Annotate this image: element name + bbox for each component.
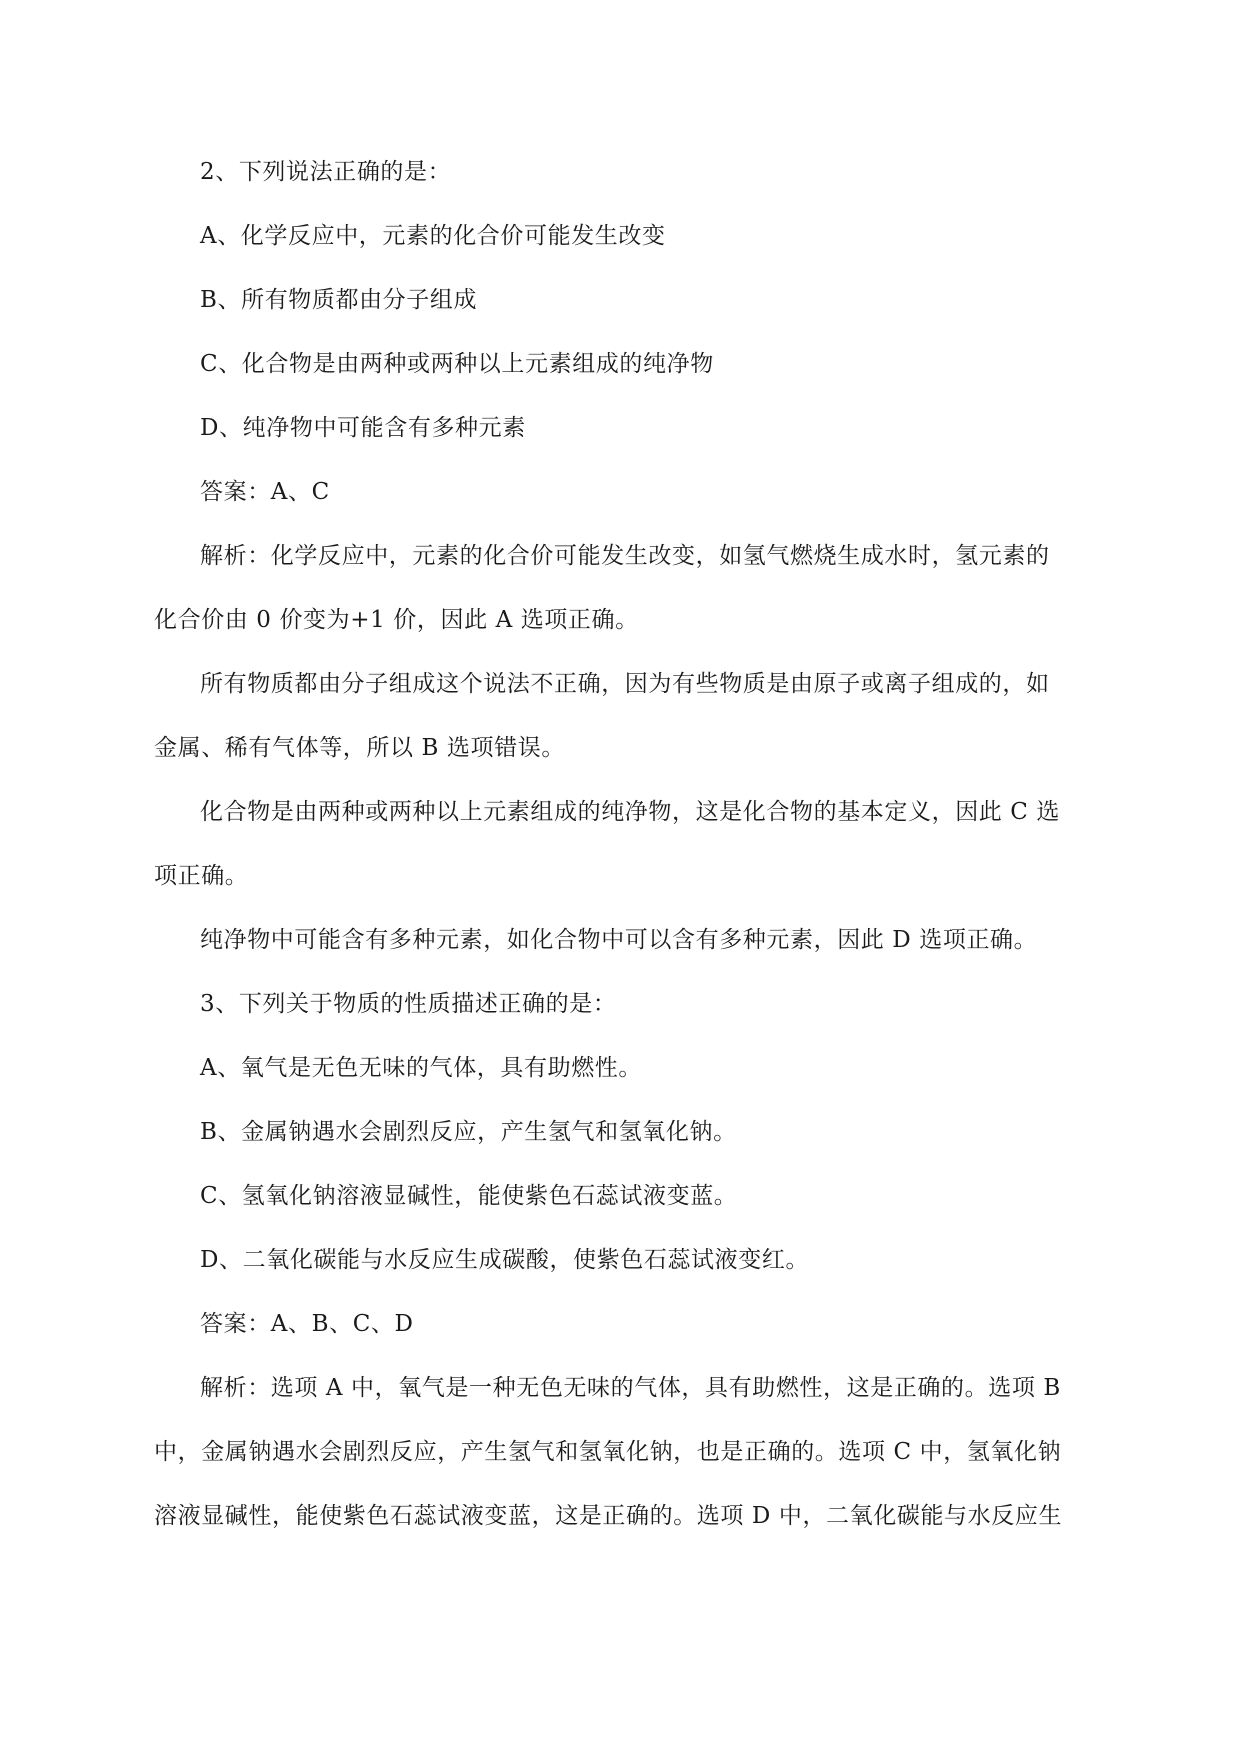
analysis-line: 纯净物中可能含有多种元素，如化合物中可以含有多种元素，因此 D 选项正确。 xyxy=(200,927,1038,953)
question-3-answer: 答案：A、B、C、D xyxy=(200,1311,414,1337)
question-2-option-c: C、化合物是由两种或两种以上元素组成的纯净物 xyxy=(200,351,714,377)
question-2-text: 2、下列说法正确的是： xyxy=(200,159,452,185)
question-3-text: 3、下列关于物质的性质描述正确的是： xyxy=(200,991,617,1017)
analysis-line: 金属、稀有气体等，所以 B 选项错误。 xyxy=(154,735,565,761)
question-3-option-a: A、氧气是无色无味的气体，具有助燃性。 xyxy=(200,1055,643,1081)
question-3-analysis-paragraph xyxy=(154,1356,1085,1548)
page-content xyxy=(154,140,1085,1548)
question-3-option-b: B、金属钠遇水会剧烈反应，产生氢气和氢氧化钠。 xyxy=(200,1119,737,1145)
question-2-option-b: B、所有物质都由分子组成 xyxy=(200,287,478,313)
question-2-analysis-paragraph-4 xyxy=(200,908,1085,972)
question-2-answer: 答案：A、C xyxy=(200,479,330,505)
question-3-option-d: D、二氧化碳能与水反应生成碳酸，使紫色石蕊试液变红。 xyxy=(200,1247,810,1273)
question-2-option-a: A、化学反应中，元素的化合价可能发生改变 xyxy=(200,223,666,249)
question-2-option-d: D、纯净物中可能含有多种元素 xyxy=(200,415,526,441)
analysis-line: 解析：化学反应中，元素的化合价可能发生改变，如氢气燃烧生成水时，氢元素的 xyxy=(200,543,1050,569)
analysis-line: 解析：选项 A 中，氧气是一种无色无味的气体，具有助燃性，这是正确的。选项 B xyxy=(200,1375,1061,1401)
analysis-line: 溶液显碱性，能使紫色石蕊试液变蓝，这是正确的。选项 D 中，二氧化碳能与水反应生 xyxy=(154,1503,1063,1529)
analysis-line: 中，金属钠遇水会剧烈反应，产生氢气和氢氧化钠，也是正确的。选项 C 中，氢氧化钠 xyxy=(154,1439,1062,1465)
question-2-analysis-paragraph-3 xyxy=(154,780,1085,908)
question-2-analysis-paragraph-2 xyxy=(154,652,1085,780)
analysis-line: 化合物是由两种或两种以上元素组成的纯净物，这是化合物的基本定义，因此 C 选 xyxy=(200,799,1061,825)
analysis-line: 项正确。 xyxy=(154,863,249,889)
question-2-analysis-paragraph-1 xyxy=(154,524,1085,652)
analysis-line: 化合价由 0 价变为+1 价，因此 A 选项正确。 xyxy=(154,607,639,633)
analysis-line: 所有物质都由分子组成这个说法不正确，因为有些物质是由原子或离子组成的，如 xyxy=(200,671,1050,697)
question-3-option-c: C、氢氧化钠溶液显碱性，能使紫色石蕊试液变蓝。 xyxy=(200,1183,738,1209)
